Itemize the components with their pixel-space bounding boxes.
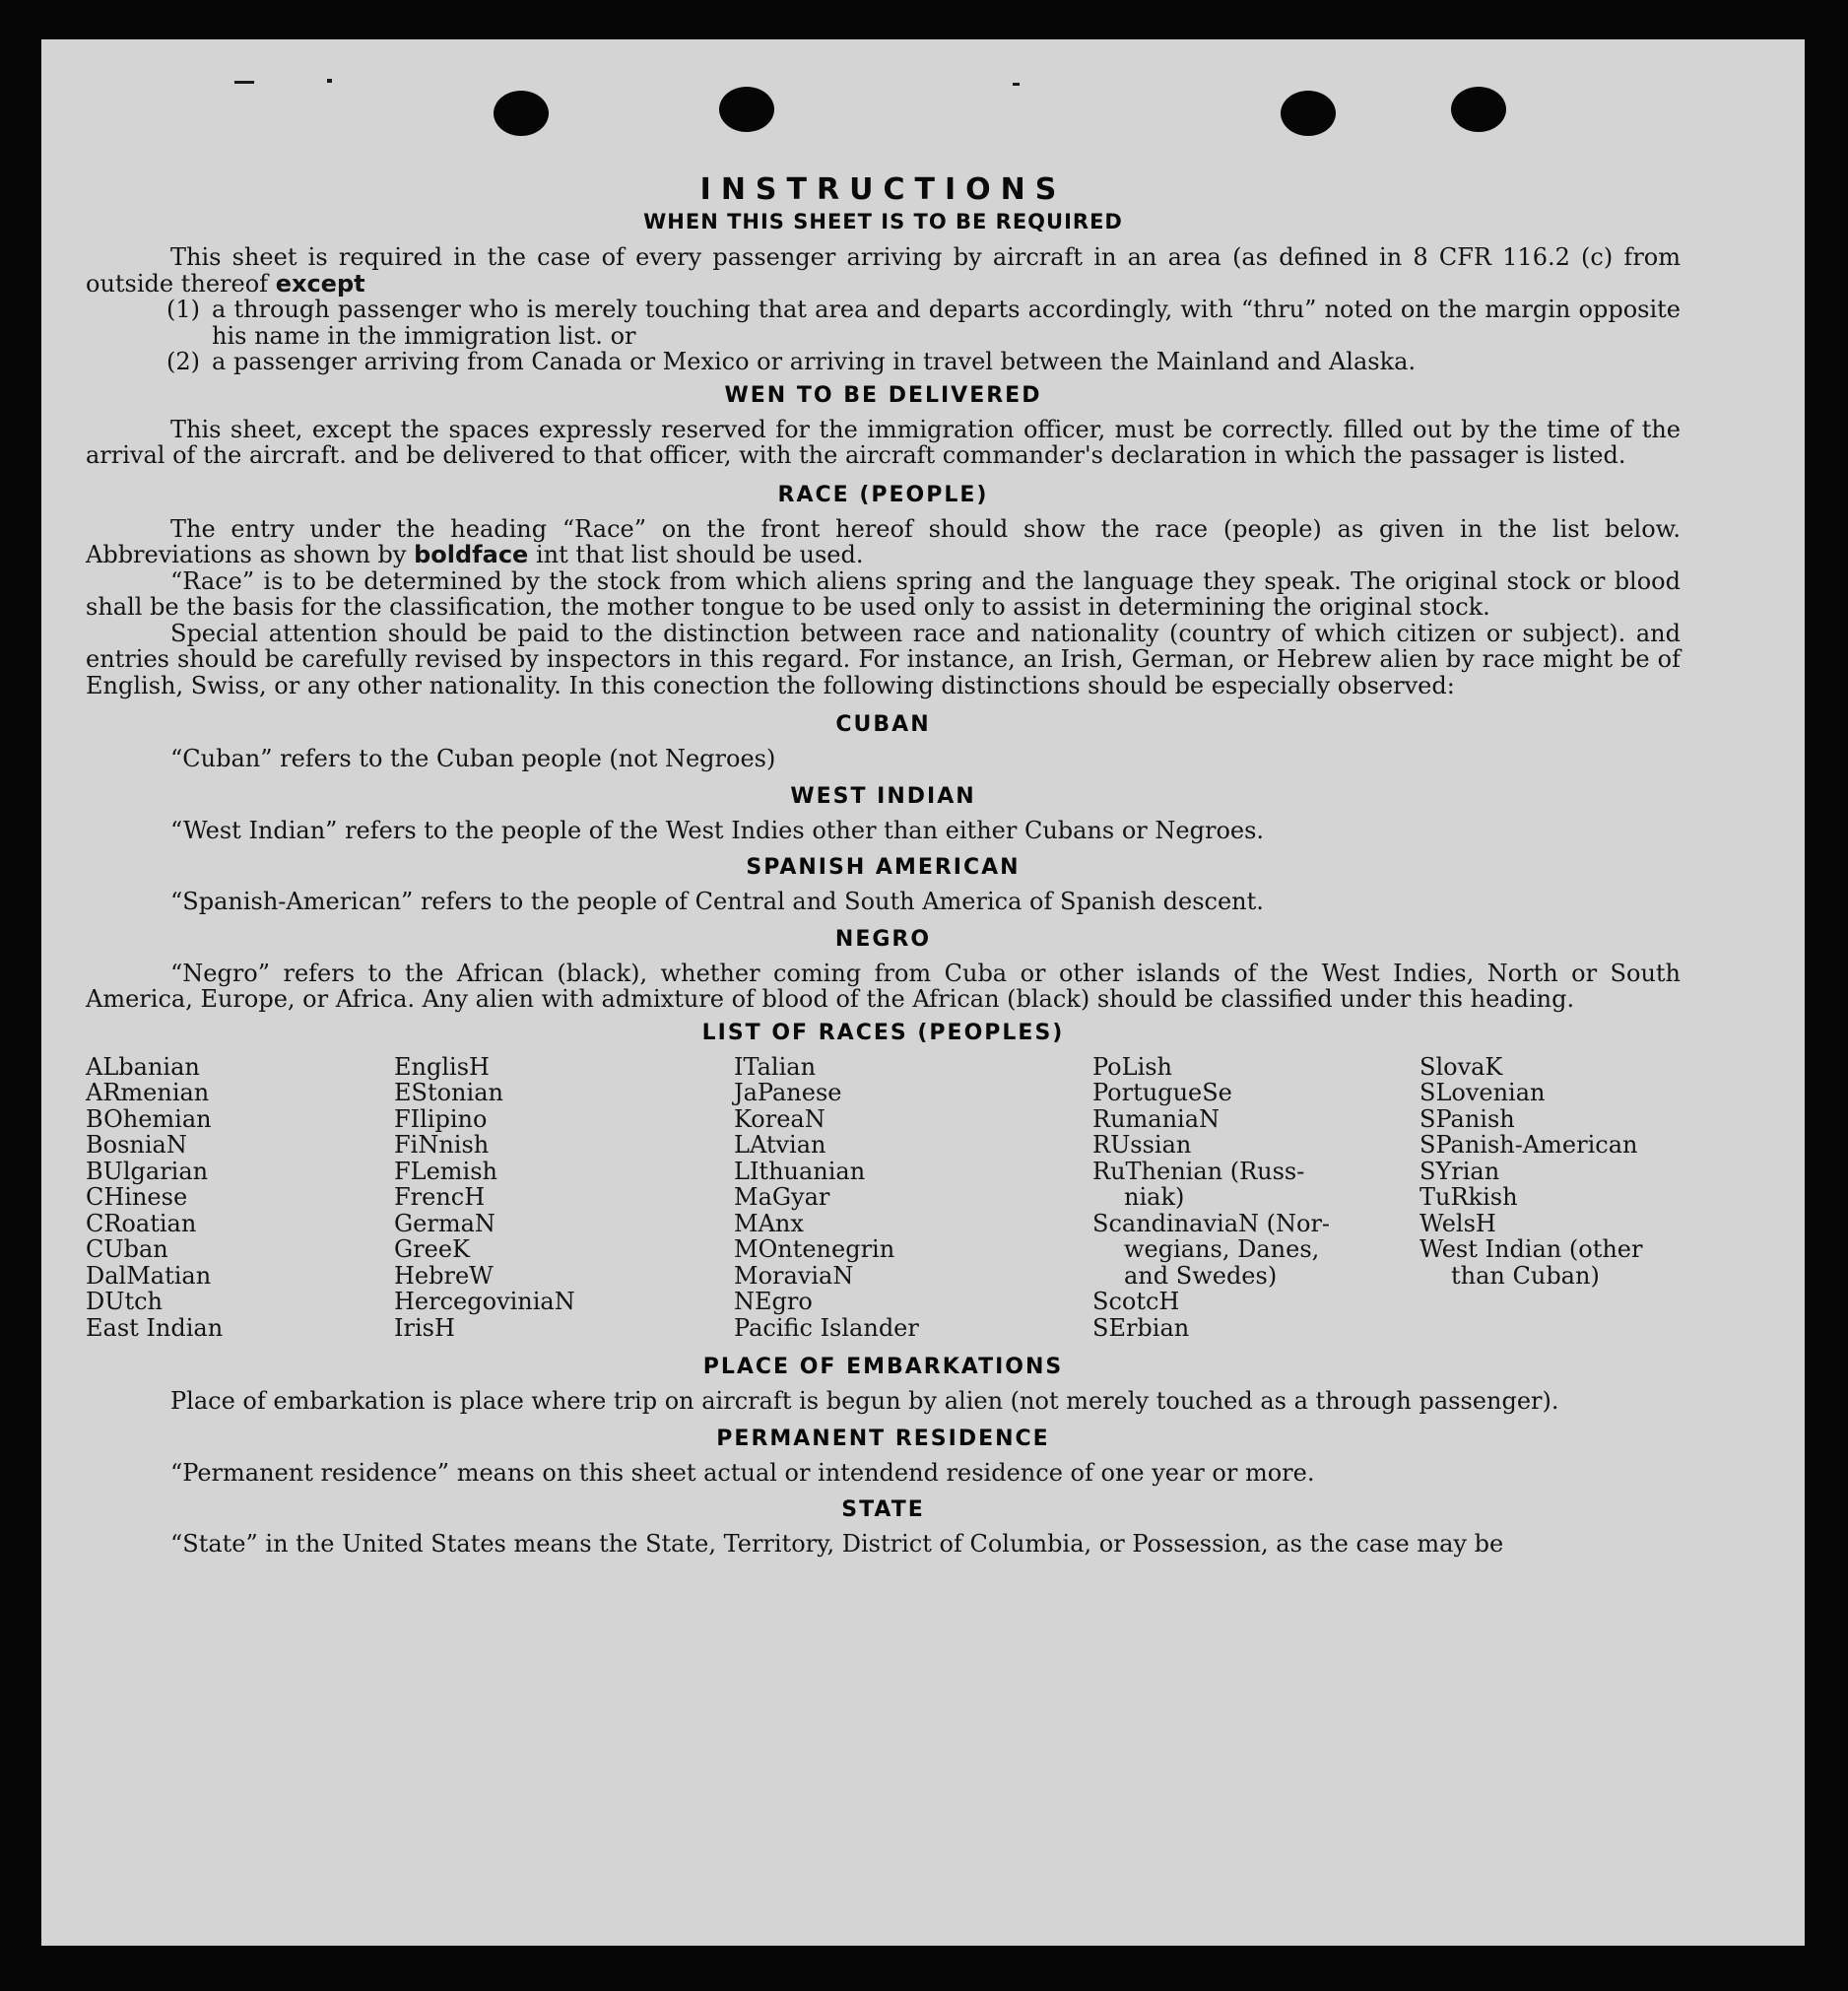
- section-heading-state: STATE: [841, 1497, 925, 1522]
- intro-text: This sheet is required in the case of every passenger arriving by aircraft in an area (as defined in 8 CFR 116.2 (c) from outside thereof: [86, 243, 1681, 298]
- ink-mark: [234, 81, 254, 84]
- section-heading-embarkation: PLACE OF EMBARKATIONS: [702, 1355, 1064, 1379]
- ink-mark: [1013, 83, 1020, 86]
- race-entry: GermaN: [394, 1209, 495, 1237]
- race-entry: PoLish: [1092, 1052, 1173, 1081]
- embarkation-paragraph: Place of embarkation is place where trip on aircraft is begun by alien (not merely touched as a through passenger).: [170, 1387, 1559, 1415]
- races-column-5: [1419, 1054, 1656, 1342]
- race-entry: BosniaN: [86, 1131, 187, 1159]
- item-number: (1): [166, 296, 200, 323]
- races-column-1: [86, 1054, 394, 1342]
- race-entry: ScandinaviaN (Nor-: [1092, 1209, 1331, 1237]
- races-column-2: [394, 1054, 734, 1342]
- race-entry: MOntenegrin: [734, 1235, 895, 1263]
- section-heading-required: WHEN THIS SHEET IS TO BE REQUIRED: [643, 210, 1123, 233]
- races-column-3: [734, 1054, 1092, 1342]
- race-entry: and Swedes): [1124, 1261, 1278, 1290]
- race-entry: LAtvian: [734, 1131, 826, 1159]
- race-entry: ARmenian: [86, 1079, 210, 1106]
- race-entry: SErbian: [1092, 1313, 1190, 1342]
- races-list: [86, 1054, 1681, 1342]
- negro-paragraph: “Negro” refers to the African (black), whether coming from Cuba or other islands of the West Indies, North or South America, Europe, or Africa. Any alien with admixture of blood of the African (black) should be classified under this heading.: [86, 959, 1681, 1013]
- race-entry: MoraviaN: [734, 1261, 854, 1290]
- race-entry: SPanish-American: [1419, 1131, 1638, 1159]
- west-indian-paragraph: “West Indian” refers to the people of the West Indies other than either Cubans or Negroes.: [170, 816, 1265, 844]
- item-text: a passenger arriving from Canada or Mexico or arriving in travel between the Mainland and Alaska.: [212, 348, 1417, 375]
- race-entry: TuRkish: [1419, 1183, 1518, 1211]
- race-entry: ALbanian: [86, 1052, 200, 1081]
- race-entry: MAnx: [734, 1209, 804, 1237]
- section-heading-west-indian: WEST INDIAN: [790, 783, 976, 809]
- permanent-residence-paragraph: “Permanent residence” means on this sheet actual or intendend residence of one year or more.: [170, 1458, 1315, 1487]
- race-entry: BUlgarian: [86, 1157, 209, 1185]
- list-item: [86, 297, 1681, 349]
- section-heading-delivered: WEN TO BE DELIVERED: [724, 382, 1042, 408]
- except-word: except: [275, 269, 365, 298]
- race-entry: LIthuanian: [734, 1157, 866, 1185]
- race-entry: MaGyar: [734, 1183, 830, 1211]
- race-paragraph-2: “Race” is to be determined by the stock from which aliens spring and the language they speak. The original stock or blood shall be the basis for the classification, the mother tongue to be used only to assist in determining the original stock.: [86, 566, 1681, 621]
- item-text: a through passenger who is merely touching that area and departs accordingly, with “thru” noted on the margin opposite his name in the immigration list. or: [212, 296, 1681, 350]
- race-entry: than Cuban): [1451, 1261, 1600, 1290]
- list-item: [86, 349, 1681, 375]
- race-entry: ITalian: [734, 1052, 817, 1081]
- section-heading-spanish-american: SPANISH AMERICAN: [746, 855, 1021, 880]
- race-entry: HebreW: [394, 1261, 494, 1290]
- intro-paragraph: [86, 244, 1681, 297]
- race-entry: CHinese: [86, 1183, 188, 1211]
- race-entry: FLemish: [394, 1157, 497, 1185]
- race-text: int that list should be used.: [528, 541, 864, 568]
- race-entry: DUtch: [86, 1288, 164, 1315]
- race-entry: East Indian: [86, 1313, 224, 1342]
- race-entry: SPanish: [1419, 1104, 1515, 1133]
- race-entry: RumaniaN: [1092, 1104, 1221, 1133]
- race-entry: West Indian (other: [1419, 1235, 1643, 1263]
- race-entry: PortugueSe: [1092, 1079, 1232, 1106]
- instructions-content: [86, 172, 1681, 1558]
- boldface-word: boldface: [414, 541, 529, 568]
- punch-hole: [494, 91, 549, 136]
- race-entry: NEgro: [734, 1288, 813, 1315]
- race-entry: CRoatian: [86, 1209, 197, 1237]
- race-entry: BOhemian: [86, 1104, 212, 1133]
- race-paragraph-3: Special attention should be paid to the distinction between race and nationality (country of which citizen or subject). and entries should be carefully revised by inspectors in this regard. For instance, an Irish, German, or Hebrew alien by race might be of English, Swiss, or any other nationality. In this conection the following distinctions should be especially observed:: [86, 619, 1681, 699]
- race-entry: IrisH: [394, 1313, 455, 1342]
- spanish-american-paragraph: “Spanish-American” refers to the people of Central and South America of Spanish descent.: [170, 888, 1264, 915]
- delivered-paragraph: This sheet, except the spaces expressly reserved for the immigration officer, must be correctly. filled out by the time of the arrival of the aircraft. and be delivered to that officer, with the aircraft commander's declaration in which the passager is listed.: [86, 415, 1681, 469]
- cuban-paragraph: “Cuban” refers to the Cuban people (not Negroes): [170, 745, 776, 772]
- race-entry: CUban: [86, 1235, 168, 1263]
- race-text: The entry under the heading “Race” on the front hereof should show the race (people) as given in the list below. Abbreviations as shown by: [86, 514, 1681, 568]
- race-entry: SlovaK: [1419, 1052, 1503, 1081]
- race-entry: niak): [1124, 1183, 1185, 1211]
- race-paragraph-1: [86, 516, 1681, 568]
- race-entry: HercegoviniaN: [394, 1288, 575, 1315]
- race-entry: FiNnish: [394, 1131, 490, 1159]
- section-heading-negro: NEGRO: [834, 926, 932, 952]
- race-entry: GreeK: [394, 1235, 470, 1263]
- ink-mark: [327, 79, 332, 83]
- page-title: INSTRUCTIONS: [699, 172, 1067, 207]
- race-entry: DalMatian: [86, 1261, 212, 1290]
- race-entry: RuThenian (Russ-: [1092, 1157, 1305, 1185]
- race-entry: FrencH: [394, 1183, 486, 1211]
- race-entry: RUssian: [1092, 1131, 1192, 1159]
- state-paragraph: “State” in the United States means the State, Territory, District of Columbia, or Possession, as the case may be: [170, 1530, 1504, 1558]
- race-entry: SLovenian: [1419, 1079, 1546, 1106]
- race-entry: WelsH: [1419, 1209, 1496, 1237]
- race-entry: Pacific Islander: [734, 1313, 919, 1342]
- race-entry: FIlipino: [394, 1104, 488, 1133]
- document-page: [41, 39, 1805, 1946]
- race-entry: EnglisH: [394, 1052, 490, 1081]
- races-column-4: [1092, 1054, 1419, 1342]
- section-heading-cuban: CUBAN: [835, 712, 931, 737]
- section-heading-race: RACE (PEOPLE): [777, 482, 989, 507]
- race-entry: wegians, Danes,: [1124, 1235, 1320, 1263]
- race-entry: KoreaN: [734, 1104, 825, 1133]
- punch-hole: [1451, 87, 1506, 132]
- race-entry: SYrian: [1419, 1157, 1500, 1185]
- race-entry: JaPanese: [734, 1079, 842, 1106]
- punch-hole: [1281, 91, 1336, 136]
- race-entry: EStonian: [394, 1079, 503, 1106]
- item-number: (2): [166, 348, 200, 375]
- section-heading-permanent-residence: PERMANENT RESIDENCE: [716, 1426, 1050, 1451]
- race-entry: ScotcH: [1092, 1288, 1180, 1315]
- section-heading-list-of-races: LIST OF RACES (PEOPLES): [701, 1020, 1065, 1045]
- punch-hole: [719, 87, 774, 132]
